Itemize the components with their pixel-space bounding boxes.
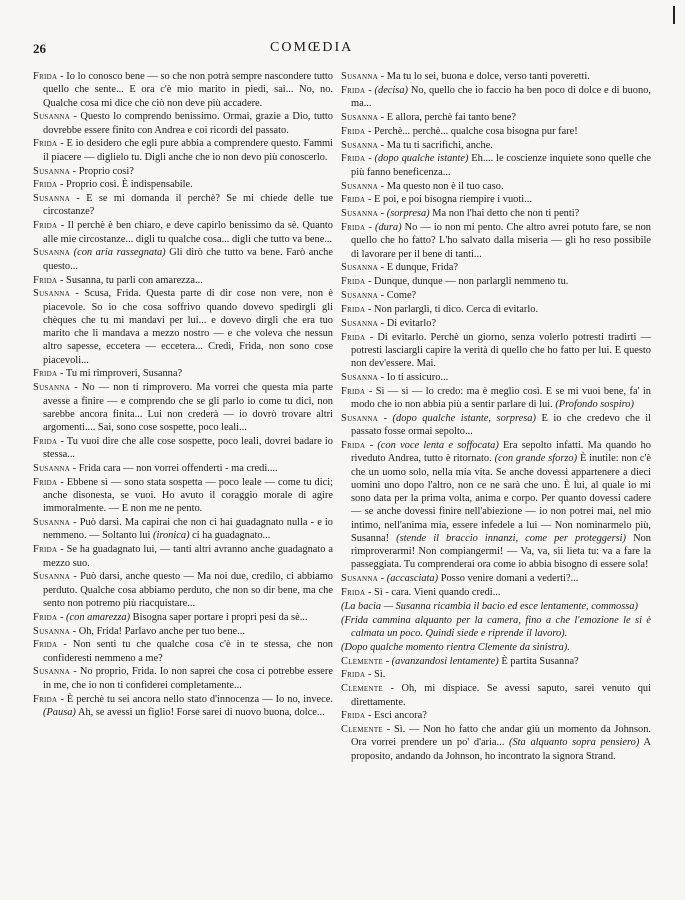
speaker-name: Susanna xyxy=(33,247,71,259)
speaker-name: Susanna xyxy=(341,412,379,424)
line-text: - Io lo conosco bene — so che non potrà sempre nascondere tutto quello che sente... E ora c'è mio marito in piedi, sai... No, no. Qualche cosa mi dice che ciò non deve più accadere. xyxy=(43,71,333,109)
speaker-name: Frida xyxy=(341,276,366,288)
line-text: - E se mi domanda il perchè? Se mi chiede delle tue circostanze? xyxy=(43,193,333,218)
line-text: - No — non ti rimprovero. Ma vorrei che questa mia parte avesse a finire — e comprendo che se gli parlo io come tu dici, non sarebbe ancora finita... Lui non crederà — io dovrò trovare altri argomenti.... Sai, sono cose sospette, poco leali... xyxy=(43,382,334,434)
speaker-name: Frida xyxy=(341,303,366,315)
line-text: Gli dirò che tutto va bene. Farò anche questo... xyxy=(43,247,333,272)
line-text: - Esci ancora? xyxy=(368,710,427,722)
dialogue-line xyxy=(33,516,333,543)
dialogue-line xyxy=(33,462,333,475)
speaker-name: Frida xyxy=(341,586,366,598)
line-text: - Ebbene sì — sono stata sospetta — poco leale — come tu dici; anche disonesta, se vuoi. Ho avuto il coraggio morale di agire immoralmente. — E non me ne pento. xyxy=(43,476,333,515)
line-text: - È perchè tu sei ancora nello stato d'innocenza — Io no, invece. xyxy=(60,693,333,705)
speaker-name: Frida xyxy=(33,435,58,447)
right-column xyxy=(341,70,651,764)
corner-mark xyxy=(673,6,675,24)
dialogue-line xyxy=(341,139,651,152)
dialogue-line xyxy=(341,70,651,83)
line-text: Era sepolto infatti. Ma quando ho riveduto Andrea, tutto è ritornato. xyxy=(351,440,651,465)
line-text: - Il perchè è ben chiaro, e deve capirlo benissimo da sè. Quanto alle mie circostanze... digli tu qualche cosa... digli che tutto va bene... xyxy=(43,220,334,245)
speaker-name: Frida xyxy=(341,669,366,681)
dialogue-line xyxy=(33,570,333,610)
inline-direction: (ironica) xyxy=(152,530,190,542)
line-text: - Io ti assicuro... xyxy=(380,372,449,383)
dialogue-line xyxy=(341,275,651,288)
dialogue-line xyxy=(341,331,651,371)
dialogue-line xyxy=(341,193,651,206)
speaker-name: Susanna xyxy=(33,111,71,123)
line-text: - Sì. xyxy=(368,669,386,681)
line-text: - Tu vuoi dire che alle cose sospette, poco leali, dovrei badare io stessa... xyxy=(43,435,333,461)
dialogue-line xyxy=(341,180,651,193)
line-text: No — io non mi pento. Che altro avrei potuto fare, se non quello che ho fatto? L'ho salvato dalla miseria — gli ho reso possibile di lavorare per il bene di tanti... xyxy=(351,222,651,260)
speaker-name: Frida xyxy=(341,710,366,722)
line-text: - Proprio così. È indispensabile. xyxy=(60,179,193,191)
line-text: - Non parlargli, ti dico. Cerca di evitarlo. xyxy=(368,303,539,315)
dialogue-line xyxy=(341,125,651,138)
dialogue-line xyxy=(33,367,333,380)
dialogue-line xyxy=(33,110,333,137)
line-text: - Di evitarlo? xyxy=(380,317,437,329)
speaker-name: Frida xyxy=(341,125,366,137)
speaker-name: Frida xyxy=(33,274,58,286)
speaker-name: Frida xyxy=(341,331,366,343)
speaker-name: Susanna xyxy=(33,288,71,300)
speaker-name: Susanna xyxy=(341,317,379,329)
inline-direction: - (avanzandosi lentamente) xyxy=(385,655,499,667)
line-text: - E io desidero che egli pure abbia a comprendere questo. Fammi il piacere — diglielo tu. Digli anche che io non devo più conoscerlo. xyxy=(43,138,333,163)
dialogue-line xyxy=(341,682,651,709)
inline-direction: - (dopo qualche istante) xyxy=(368,153,469,165)
dialogue-line xyxy=(341,723,651,763)
speaker-name: Susanna xyxy=(33,517,71,529)
dialogue-line xyxy=(33,625,333,638)
inline-direction: - (decisa) xyxy=(368,84,409,96)
dialogue-line xyxy=(33,246,333,273)
line-text: - Può darsi. Ma capirai che non ci hai guadagnato nulla - e io nemmeno. — Soltanto lui xyxy=(43,517,333,542)
stage-direction-text: (La bacia — Susanna ricambia il bacio ed esce lentamente, commossa) xyxy=(341,600,638,612)
dialogue-line xyxy=(341,439,651,572)
speaker-name: Frida xyxy=(33,368,58,380)
dialogue-line xyxy=(341,668,651,681)
speaker-name: Frida xyxy=(33,179,58,191)
dialogue-line xyxy=(33,137,333,164)
dialogue-line xyxy=(341,371,651,384)
line-text: A proposito, andando da Johnson, ho incontrato la signora Strand. xyxy=(351,737,651,762)
line-text: Eh.... le coscienze inquiete sono quelle che più fanno beneficenza... xyxy=(351,153,651,178)
dialogue-line xyxy=(341,111,651,124)
stage-direction xyxy=(341,641,651,654)
dialogue-line xyxy=(33,611,333,624)
speaker-name: Frida xyxy=(341,222,366,234)
line-text: - Frida cara — non vorrei offenderti - ma credi.... xyxy=(72,462,278,474)
line-text: - Tu mi rimproveri, Susanna? xyxy=(60,368,183,380)
speaker-name: Susanna xyxy=(341,262,379,274)
speaker-name: Frida xyxy=(33,693,58,705)
speaker-name: Susanna xyxy=(341,111,379,123)
dialogue-line xyxy=(341,152,651,179)
stage-direction xyxy=(341,600,651,613)
speaker-name: Susanna xyxy=(33,165,71,177)
dialogue-line xyxy=(33,219,333,246)
speaker-name: Susanna xyxy=(341,139,379,151)
dialogue-line xyxy=(33,70,333,110)
line-text: - Sì. — Non ho fatto che andar giù un momento da Johnson. Ora vorrei prendere un po' d'aria... xyxy=(351,724,651,749)
line-text: - Questo lo comprendo benissimo. Ormai, grazie a Dio, tutto dovrebbe essere finito con Andrea e coi ricordi del passato. xyxy=(43,111,333,136)
dialogue-line xyxy=(341,317,651,330)
dialogue-line xyxy=(33,165,333,178)
speaker-name: Susanna xyxy=(33,193,71,205)
inline-direction: (con grande sforzo) xyxy=(494,453,578,465)
dialogue-line xyxy=(341,412,651,439)
line-text: - Ma questo non è il tuo caso. xyxy=(380,180,504,192)
inline-direction: (con aria rassegnata) xyxy=(73,247,166,259)
speaker-name: Frida xyxy=(341,84,366,96)
speaker-name: Clemente xyxy=(341,683,383,695)
line-text: - Susanna, tu parli con amarezza... xyxy=(60,274,203,286)
running-title: COMŒDIA xyxy=(270,40,354,55)
dialogue-line xyxy=(341,289,651,302)
line-text: - Oh, Frida! Parlavo anche per tuo bene... xyxy=(72,625,245,637)
line-text: - Sì — sì — lo credo: ma è meglio così. E se mi vuoi bene, fa' in modo che io non abbia più a sentir parlare di lui. xyxy=(351,385,651,411)
speaker-name: Frida xyxy=(33,476,58,488)
inline-direction: - (con voce lenta e soffocata) xyxy=(369,440,499,452)
dialogue-line xyxy=(33,274,333,287)
line-text: Non rimproverarmi! Non compiangermi! — Va, va, sii lieta tu: va a fare la passeggiata. Tu comprenderai ora come io abbia bisogno di essere sola! xyxy=(351,532,651,571)
line-text: Ah, se avessi un figlio! Forse sarei di nuovo buona, dolce... xyxy=(77,706,325,718)
dialogue-line xyxy=(341,572,651,585)
inline-direction: - (accasciata) xyxy=(380,573,439,585)
line-text: È inutile: non c'è che un uomo solo, nella mia vita. Se anche dovessi appartenere a dieci uomini uno dopo l'altro, non ce ne sarà che uno. È lui, al quale io mi sono data per la prima volta, anima e corpo. Per quanto dovessi cadere — se anche dovessi finire nell'abiezione — io non potrei mai, nel mio intimo, nell'anima mia, essere infedele a lui — Non nominarmelo più, Susanna! xyxy=(351,453,651,544)
line-text: - Come? xyxy=(380,290,417,302)
speaker-name: Frida xyxy=(341,440,366,452)
speaker-name: Susanna xyxy=(341,372,379,383)
dialogue-line xyxy=(33,665,333,692)
inline-direction: - (dopo qualche istante, sorpresa) xyxy=(383,412,536,424)
speaker-name: Frida xyxy=(341,194,366,206)
speaker-name: Susanna xyxy=(341,290,379,302)
line-text: ci ha guadagnato... xyxy=(192,530,271,542)
dialogue-line xyxy=(341,586,651,599)
speaker-name: Susanna xyxy=(33,625,71,637)
dialogue-line xyxy=(33,638,333,665)
dialogue-line xyxy=(33,476,333,516)
stage-direction-text: (Frida cammina alquanto per la camera, fino a che l'emozione le si è calmata un poco. Quindi siede e riprende il lavoro). xyxy=(341,614,651,639)
dialogue-line xyxy=(341,207,651,220)
inline-direction: (Sta alquanto sopra pensiero) xyxy=(509,737,640,749)
line-text: - E poi, e poi bisogna riempire i vuoti... xyxy=(368,194,532,206)
dialogue-line xyxy=(33,435,333,462)
page-number: 26 xyxy=(33,41,46,56)
line-text: Posso venire domani a vederti?... xyxy=(440,573,579,585)
speaker-name: Frida xyxy=(33,71,58,82)
speaker-name: Frida xyxy=(341,153,366,165)
line-text: No, quello che io faccio ha ben poco di dolce e di buono, ma... xyxy=(351,84,651,110)
inline-direction: (stende il braccio innanzi, come per proteggersi) xyxy=(396,532,627,544)
dialogue-line xyxy=(341,709,651,722)
dialogue-line xyxy=(341,385,651,412)
line-text: - Proprio così? xyxy=(72,165,134,177)
dialogue-line xyxy=(33,381,333,434)
line-text: - E allora, perchè fai tanto bene? xyxy=(380,111,516,123)
dialogue-line xyxy=(33,543,333,570)
speaker-name: Clemente xyxy=(341,724,383,736)
line-text: - Sì - cara. Vieni quando credi... xyxy=(368,586,501,598)
speaker-name: Susanna xyxy=(33,666,71,678)
line-text: - Ma tu lo sei, buona e dolce, verso tanti poveretti. xyxy=(380,71,590,82)
dialogue-line xyxy=(33,178,333,191)
speaker-name: Frida xyxy=(33,220,58,232)
dialogue-line xyxy=(341,655,651,668)
inline-direction: - (sorpresa) xyxy=(380,208,430,220)
dialogue-line xyxy=(341,303,651,316)
inline-direction: (Pausa) xyxy=(43,706,76,718)
line-text: - Non senti tu che qualche cosa c'è in te stessa, che non confideresti nemmeno a me? xyxy=(43,639,333,664)
left-column xyxy=(33,70,333,720)
speaker-name: Frida xyxy=(33,544,58,556)
speaker-name: Susanna xyxy=(341,180,379,192)
speaker-name: Clemente xyxy=(341,655,383,667)
speaker-name: Susanna xyxy=(341,573,379,585)
inline-direction: - (dura) xyxy=(368,222,402,234)
line-text: E io che credevo che il passato fosse ormai sepolto... xyxy=(351,412,651,438)
speaker-name: Frida xyxy=(33,639,58,651)
dialogue-line xyxy=(33,192,333,219)
line-text: - Può darsi, anche questo — Ma noi due, credilo, ci abbiamo perduto. Qualche cosa abbiamo perduto, che non so dir bene, ma che sento non potremo più riacquistare... xyxy=(43,571,333,609)
dialogue-line xyxy=(341,221,651,261)
speaker-name: Susanna xyxy=(33,382,71,394)
inline-direction: - (con amarezza) xyxy=(60,611,131,623)
line-text: - Ma tu ti sacrifichi, anche. xyxy=(380,139,493,151)
line-text: - Oh, mi dispiace. Se avessi saputo, sarei venuto qui direttamente. xyxy=(351,683,651,708)
line-text: - Scusa, Frida. Questa parte di dir cose non vere, non è piacevole. So io che cosa soffrivo quando dovevo spedirgli gli chèques che tu mi mandavi per lui... e dovevo dirgli che era tuo marito che li mandava a mezzo nostro — e che voleva che nessun altro sapesse, eccetera — eccetera... Credi, Frida, non sono cose piacevoli... xyxy=(43,288,333,366)
inline-direction: (Profondo sospiro) xyxy=(555,399,634,411)
line-text: - Se ha guadagnato lui, — tanti altri avranno anche guadagnato a mezzo suo. xyxy=(43,544,333,569)
line-text: - Perchè... perchè... qualche cosa bisogna pur fare! xyxy=(368,125,578,137)
line-text: - No proprio, Frida. Io non saprei che cosa ci potrebbe essere in me, che io non ti confiderei completamente... xyxy=(43,666,333,691)
line-text: - Di evitarlo. Perchè un giorno, senza volerlo potresti tradirti — potresti lasciargli capire la verità di quello che ho fatto per lui. E questo non dev'essere. Mai. xyxy=(351,331,651,370)
dialogue-line xyxy=(33,287,333,367)
speaker-name: Susanna xyxy=(341,71,379,82)
line-text: - E dunque, Frida? xyxy=(380,262,459,274)
speaker-name: Susanna xyxy=(341,208,379,220)
dialogue-line xyxy=(33,693,333,720)
line-text: Bisogna saper portare i propri pesi da sè... xyxy=(132,611,308,623)
dialogue-line xyxy=(341,84,651,111)
line-text: Ma non l'hai detto che non ti penti? xyxy=(432,208,580,220)
dialogue-line xyxy=(341,261,651,274)
stage-direction-text: (Dopo qualche momento rientra Clemente da sinistra). xyxy=(341,641,570,653)
speaker-name: Frida xyxy=(33,611,58,623)
speaker-name: Frida xyxy=(33,138,58,150)
speaker-name: Susanna xyxy=(33,571,71,583)
stage-direction xyxy=(341,614,651,641)
speaker-name: Susanna xyxy=(33,462,71,474)
speaker-name: Frida xyxy=(341,385,366,397)
line-text: - Dunque, dunque — non parlargli nemmeno tu. xyxy=(368,276,569,288)
line-text: È partita Susanna? xyxy=(501,655,579,667)
